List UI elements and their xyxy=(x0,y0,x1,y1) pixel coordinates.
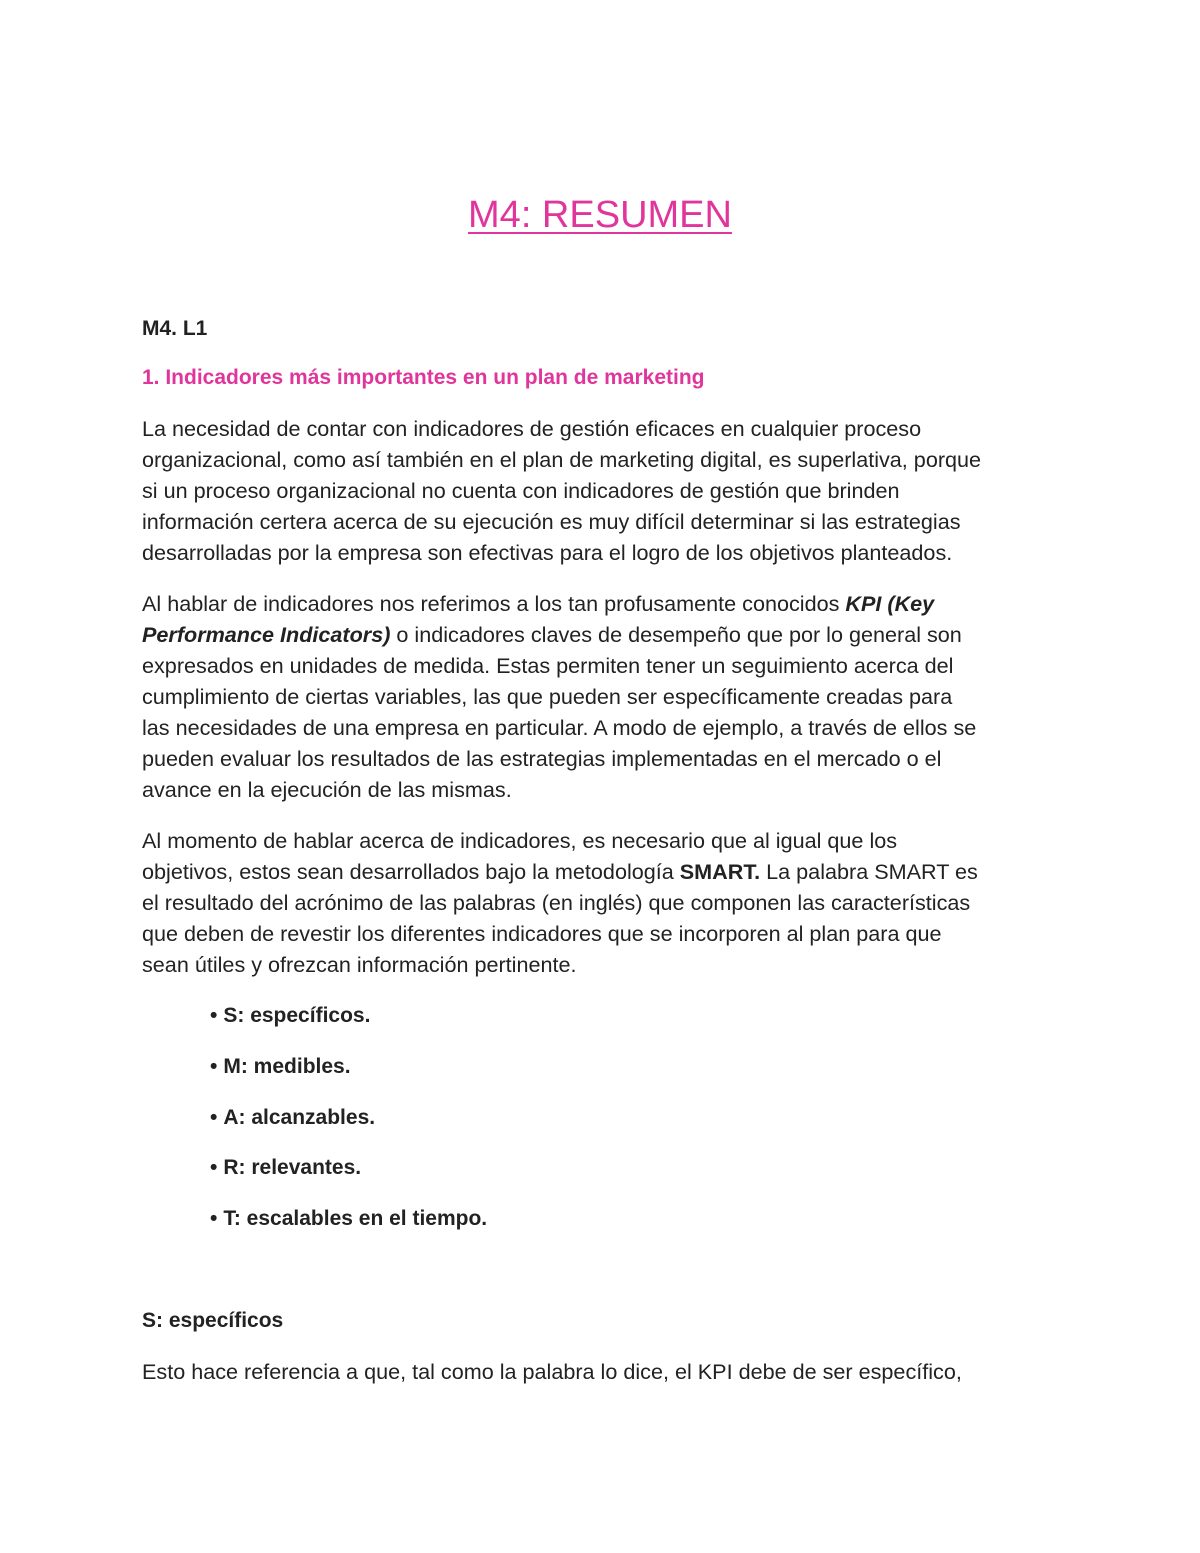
smart-term: SMART. xyxy=(679,859,761,884)
paragraph-2-line: expresados en unidades de medida. Estas permiten tener un seguimiento acerca del xyxy=(142,653,954,678)
kpi-term: KPI (Key xyxy=(845,591,935,616)
list-item xyxy=(210,1104,375,1132)
list-item-text: M: medibles. xyxy=(223,1055,351,1078)
bullet-icon: • xyxy=(210,1004,218,1027)
paragraph-1-line: organizacional, como así también en el plan de marketing digital, es superlativa, porque xyxy=(142,447,982,472)
paragraph-1-line: información certera acerca de su ejecución es muy difícil determinar si las estrategias xyxy=(142,509,961,534)
paragraph-3-line: que deben de revestir los diferentes indicadores que se incorporen al plan para que xyxy=(142,921,942,946)
text-span: Al hablar de indicadores nos referimos a los tan profusamente conocidos xyxy=(142,591,846,616)
document-title: M4: RESUMEN xyxy=(468,194,732,236)
list-item-text: R: relevantes. xyxy=(223,1156,362,1179)
section-heading: 1. Indicadores más importantes en un plan de marketing xyxy=(142,366,705,389)
list-item-text: T: escalables en el tiempo. xyxy=(223,1207,488,1230)
paragraph-1-line: La necesidad de contar con indicadores de gestión eficaces en cualquier proceso xyxy=(142,416,922,441)
list-item xyxy=(210,1205,487,1233)
paragraph-3-line: sean útiles y ofrezcan información pertinente. xyxy=(142,952,577,977)
text-span: objetivos, estos sean desarrollados bajo la metodología xyxy=(142,859,680,884)
bullet-icon: • xyxy=(210,1106,218,1129)
section-label: M4. L1 xyxy=(142,317,208,340)
paragraph-2-line xyxy=(142,621,962,649)
paragraph-4-line: Esto hace referencia a que, tal como la palabra lo dice, el KPI debe de ser específico, xyxy=(142,1359,962,1384)
paragraph-1-line: desarrolladas por la empresa son efectivas para el logro de los objetivos planteados. xyxy=(142,540,953,565)
list-item xyxy=(210,1053,351,1081)
subsection-heading: S: específicos xyxy=(142,1309,284,1332)
paragraph-3-line: Al momento de hablar acerca de indicadores, es necesario que al igual que los xyxy=(142,828,898,853)
paragraph-2-line: cumplimiento de ciertas variables, las que pueden ser específicamente creadas para xyxy=(142,684,953,709)
kpi-term: Performance Indicators) xyxy=(142,622,391,647)
list-item xyxy=(210,1154,361,1182)
list-item-text: S: específicos. xyxy=(223,1004,371,1027)
paragraph-2-line: pueden evaluar los resultados de las estrategias implementadas en el mercado o el xyxy=(142,746,942,771)
paragraph-2-line: avance en la ejecución de las mismas. xyxy=(142,777,512,802)
paragraph-3-line xyxy=(142,858,978,886)
paragraph-3-line: el resultado del acrónimo de las palabras (en inglés) que componen las características xyxy=(142,890,971,915)
list-item-text: A: alcanzables. xyxy=(223,1106,376,1129)
list-item xyxy=(210,1002,370,1030)
paragraph-1-line: si un proceso organizacional no cuenta con indicadores de gestión que brinden xyxy=(142,478,900,503)
bullet-icon: • xyxy=(210,1055,218,1078)
bullet-icon: • xyxy=(210,1156,218,1179)
bullet-icon: • xyxy=(210,1207,218,1230)
text-span: La palabra SMART es xyxy=(760,859,978,884)
paragraph-2-line xyxy=(142,590,934,618)
paragraph-2-line: las necesidades de una empresa en particular. A modo de ejemplo, a través de ellos se xyxy=(142,715,977,740)
text-span: o indicadores claves de desempeño que por lo general son xyxy=(390,622,962,647)
